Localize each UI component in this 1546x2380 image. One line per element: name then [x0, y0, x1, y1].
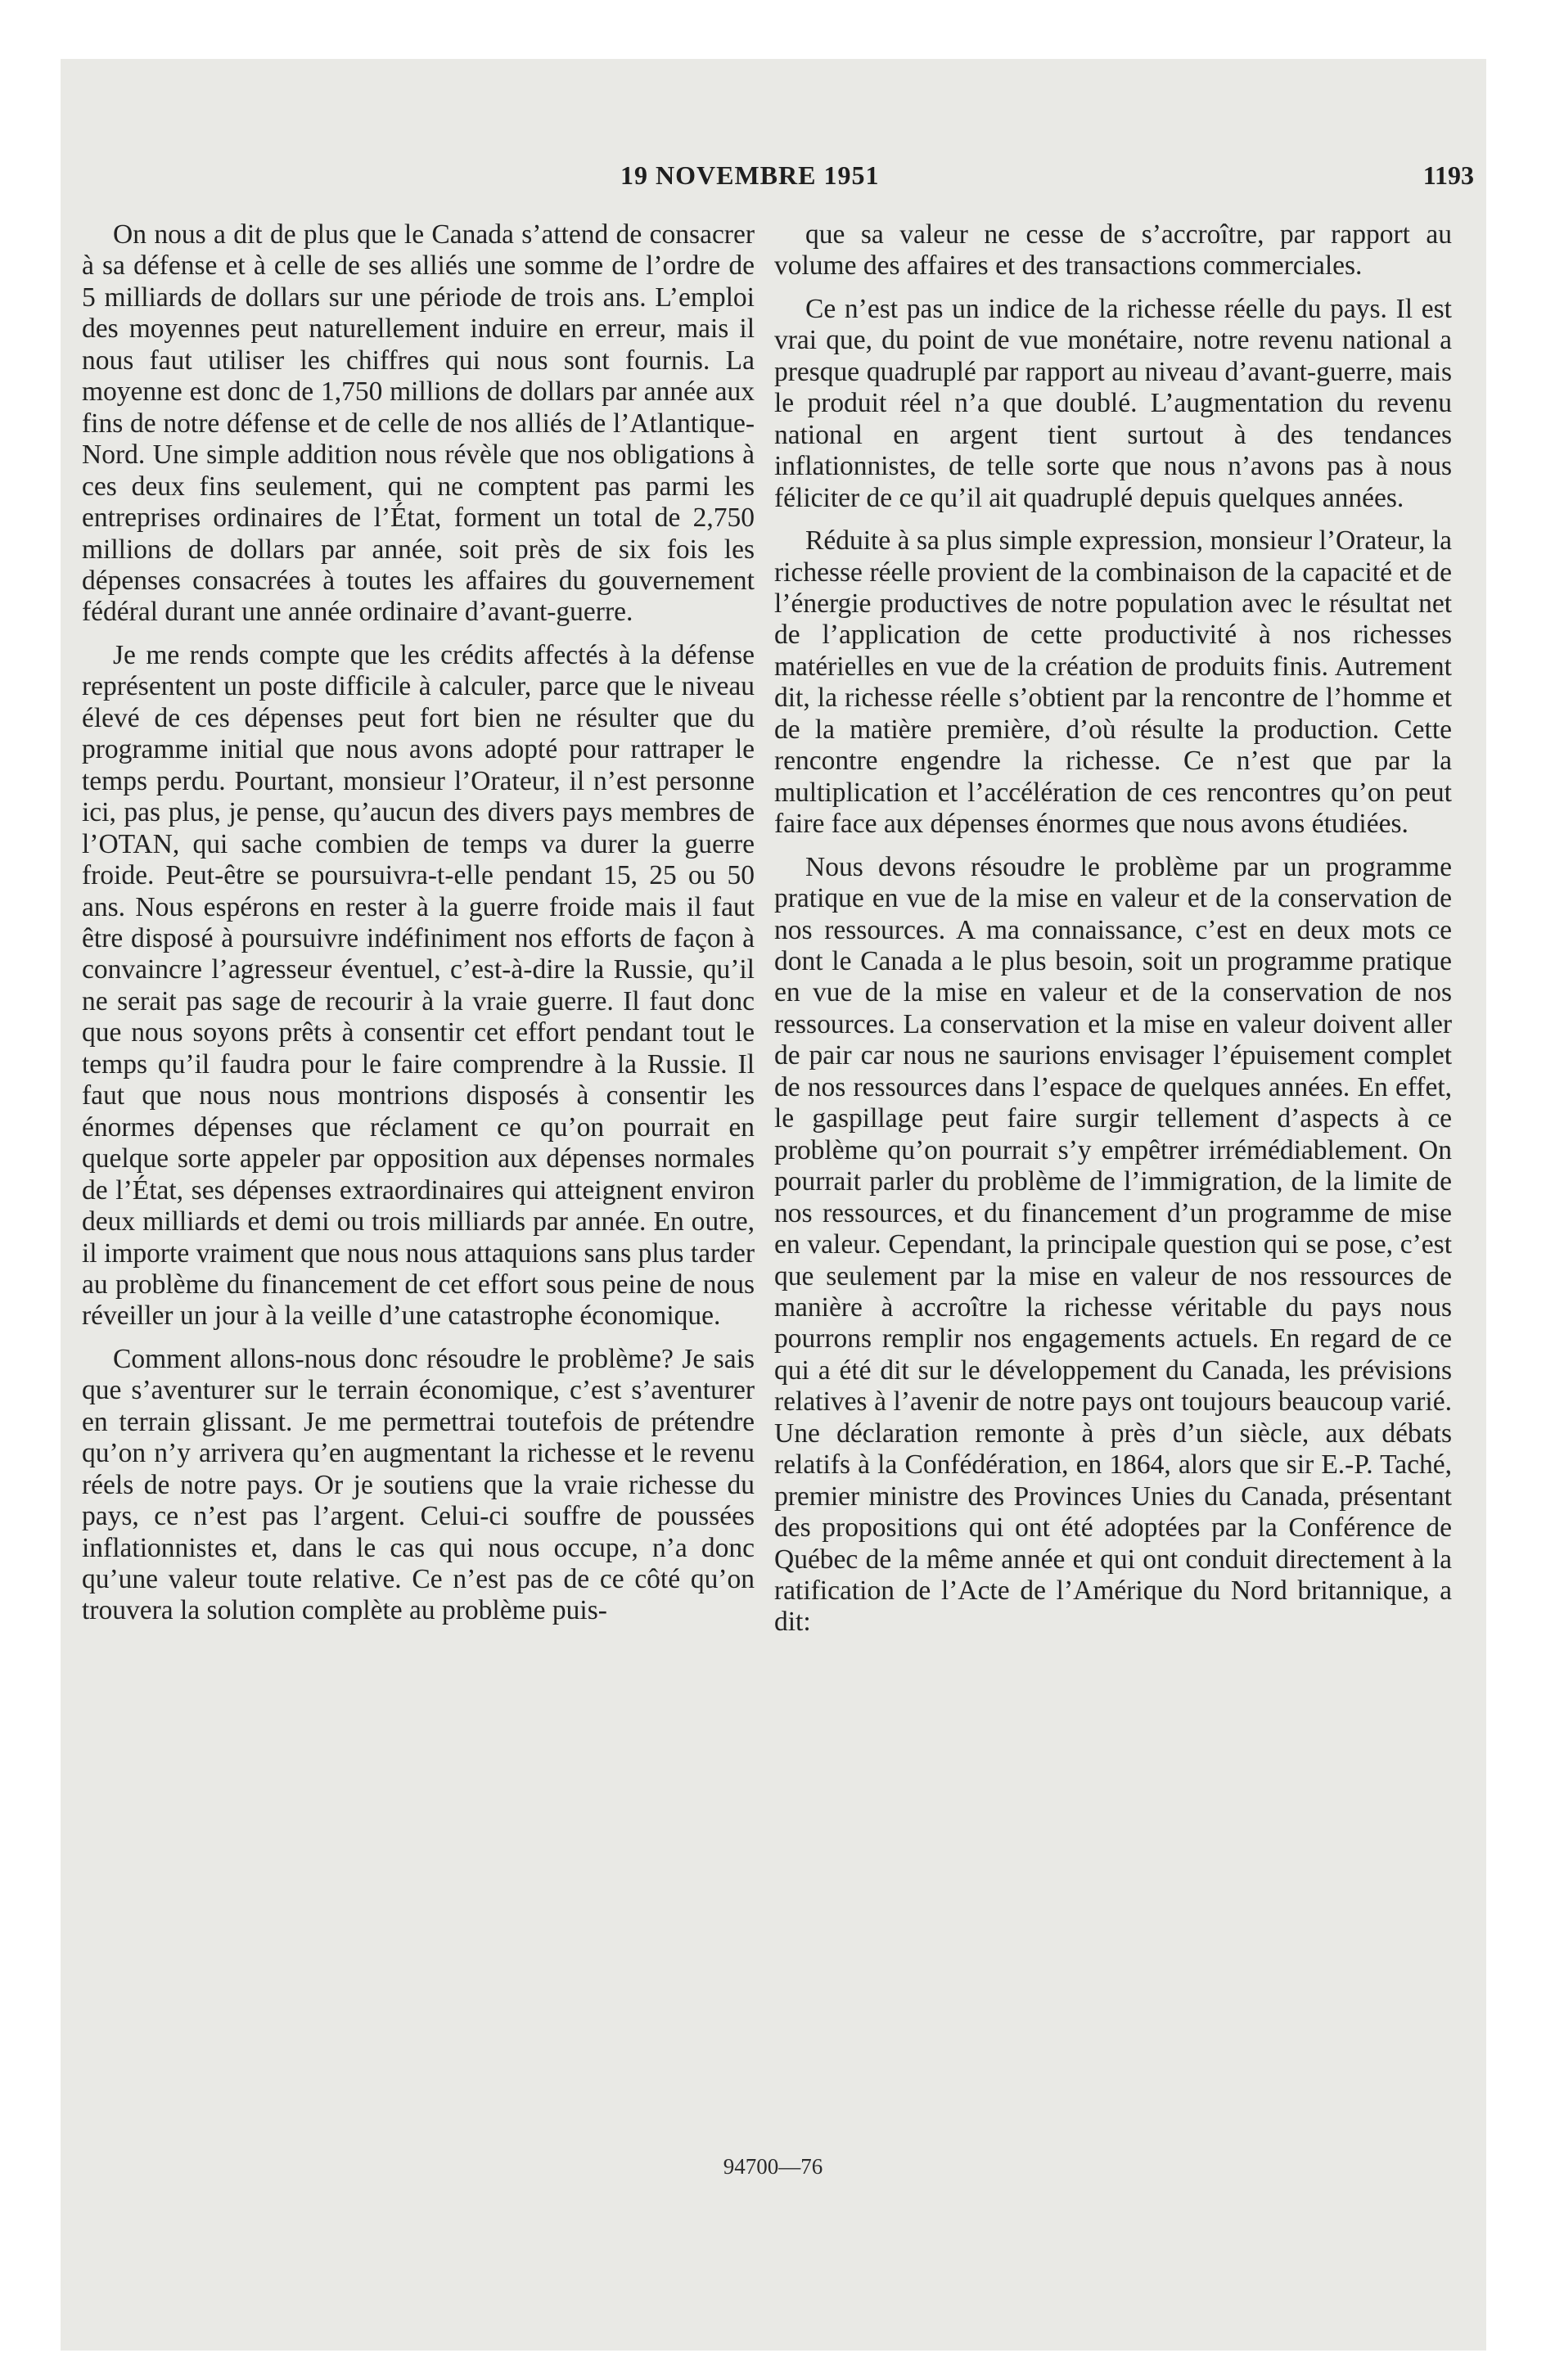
paragraph: Réduite à sa plus simple expression, monsieur l’Orateur, la richesse réelle provient de la combinaison de la capacité et de l’énergie productives de notre population avec le résultat net de l’application de cette productivité à nos richesses matérielles en vue de la création de produits finis. Autrement dit, la richesse réelle s’obtient par la rencontre de l’homme et de la matière première, d’où résulte la production. Cette rencontre engendre la richesse. Ce n’est que par la multiplication et l’accélération de ces rencontres qu’on peut faire face aux dépenses énormes que nous avons étudiées.: [774, 525, 1452, 840]
right-column: [774, 219, 1452, 1650]
paragraph: Nous devons résoudre le problème par un programme pratique en vue de la mise en valeur et de la conservation de nos ressources. A ma connaissance, c’est en deux mots ce dont le Canada a le plus besoin, soit un programme pratique en vue de la mise en valeur et de la conservation de nos ressources. La conservation et la mise en valeur doivent aller de pair car nous ne saurions envisager l’épuisement complet de nos ressources dans l’espace de quelques années. En effet, le gaspillage peut faire surgir tellement d’aspects à ce problème qu’on pourrait s’y empêtrer irrémédiablement. On pourrait parler du problème de l’immigration, de la limite de nos ressources, et du financement d’un programme de mise en valeur. Cependant, la principale question qui se pose, c’est que seulement par la mise en valeur de nos ressources de manière à accroître la richesse véritable du pays nous pourrons remplir nos engagements actuels. En regard de ce qui a été dit sur le développement du Canada, les prévisions relatives à l’avenir de notre pays ont toujours beaucoup varié. Une déclaration remonte à près d’un siècle, aux débats relatifs à la Confédération, en 1864, alors que sir E.-P. Taché, premier ministre des Provinces Unies du Canada, présentant des propositions qui ont été adoptées par la Conférence de Québec de la même année et qui ont conduit directement à la ratification de l’Acte de l’Amérique du Nord britannique, a dit:: [774, 851, 1452, 1638]
left-column: [82, 219, 755, 1639]
paragraph: que sa valeur ne cesse de s’accroître, par rapport au volume des affaires et des transactions commerciales.: [774, 219, 1452, 282]
paragraph: Je me rends compte que les crédits affectés à la défense représentent un poste difficile à calculer, parce que le niveau élevé de ces dépenses peut fort bien ne résulter que du programme initial que nous avons adopté pour rattraper le temps perdu. Pourtant, monsieur l’Orateur, il n’est personne ici, pas plus, je pense, qu’aucun des divers pays membres de l’OTAN, qui sache combien de temps va durer la guerre froide. Peut-être se poursuivra-t-elle pendant 15, 25 ou 50 ans. Nous espérons en rester à la guerre froide mais il faut être disposé à poursuivre indéfiniment nos efforts de façon à convaincre l’agresseur éventuel, c’est-à-dire la Russie, qu’il ne serait pas sage de recourir à la vraie guerre. Il faut donc que nous soyons prêts à consentir cet effort pendant tout le temps qu’il faudra pour le faire comprendre à la Russie. Il faut que nous nous montrions disposés à consentir les énormes dépenses que réclament ce qu’on pourrait en quelque sorte appeler par opposition aux dépenses normales de l’État, ses dépenses extraordinaires qui atteignent environ deux milliards et demi ou trois milliards par année. En outre, il importe vraiment que nous nous attaquions sans plus tarder au problème du financement de cet effort sous peine de nous réveiller un jour à la veille d’une catastrophe économique.: [82, 639, 755, 1332]
paragraph: Ce n’est pas un indice de la richesse réelle du pays. Il est vrai que, du point de vue monétaire, notre revenu national a presque quadruplé par rapport au niveau d’avant-guerre, mais le produit réel n’a que doublé. L’augmentation du revenu national en argent tient surtout à des tendances inflationnistes, de telle sorte que nous n’avons pas à nous féliciter de ce qu’il ait quadruplé depuis quelques années.: [774, 293, 1452, 513]
header-date: 19 NOVEMBRE 1951: [620, 160, 880, 190]
header-page-number: 1193: [1422, 160, 1474, 190]
print-code: 94700—76: [723, 2154, 823, 2179]
paragraph: On nous a dit de plus que le Canada s’attend de consacrer à sa défense et à celle de ses alliés une somme de l’ordre de 5 milliards de dollars sur une période de trois ans. L’emploi des moyennes peut naturellement induire en erreur, mais il nous faut utiliser les chiffres qui nous sont fournis. La moyenne est donc de 1,750 millions de dollars par année aux fins de notre défense et de celle de nos alliés de l’Atlantique-Nord. Une simple addition nous révèle que nos obligations à ces deux fins seulement, qui ne comptent pas parmi les entreprises ordinaires de l’État, forment un total de 2,750 millions de dollars par année, soit près de six fois les dépenses consacrées à toutes les affaires du gouvernement fédéral durant une année ordinaire d’avant-guerre.: [82, 219, 755, 628]
paragraph: Comment allons-nous donc résoudre le problème? Je sais que s’aventurer sur le terrain économique, c’est s’aventurer en terrain glissant. Je me permettrai toutefois de prétendre qu’on n’y arrivera qu’en augmentant la richesse et le revenu réels de notre pays. Or je soutiens que la vraie richesse du pays, ce n’est pas l’argent. Celui-ci souffre de poussées inflationnistes et, dans le cas qui nous occupe, n’a donc qu’une valeur toute relative. Ce n’est pas de ce côté qu’on trouvera la solution complète au problème puis-: [82, 1343, 755, 1626]
